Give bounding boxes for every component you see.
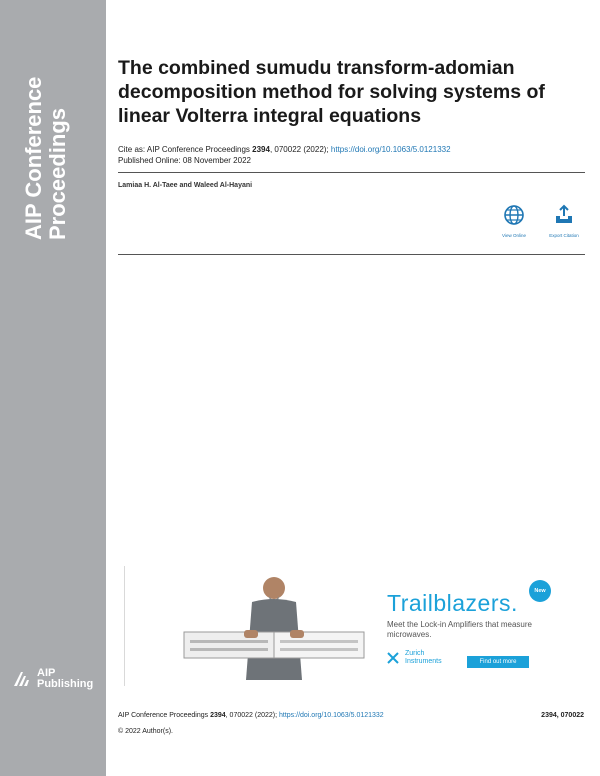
- ad-brand: [387, 650, 442, 666]
- ad-brand-line1: Zurich: [405, 650, 425, 657]
- view-online-label: View Online: [502, 233, 526, 238]
- divider: [118, 172, 585, 173]
- citation-prefix: Cite as: AIP Conference Proceedings: [118, 145, 253, 154]
- citation-suffix: , 070022 (2022);: [269, 145, 331, 154]
- logo-text-publishing: Publishing: [37, 678, 94, 690]
- page-number: 2394, 070022: [541, 712, 584, 719]
- published-date: Published Online: 08 November 2022: [118, 156, 251, 165]
- copyright: © 2022 Author(s).: [118, 728, 173, 735]
- person-with-instrument-image: [174, 570, 374, 680]
- footer-citation: [118, 712, 384, 719]
- ad-find-out-more-button[interactable]: Find out more: [467, 656, 529, 668]
- export-icon: [553, 204, 575, 226]
- footer-citation-prefix: AIP Conference Proceedings: [118, 712, 211, 719]
- footer-doi-link[interactable]: https://doi.org/10.1063/5.0121332: [279, 712, 384, 719]
- globe-icon: [503, 204, 525, 226]
- ad-brand-line2: Instruments: [405, 658, 442, 665]
- footer-citation-volume: 2394: [210, 712, 226, 719]
- citation-volume: 2394: [252, 145, 270, 154]
- aip-publishing-logo[interactable]: [12, 668, 93, 690]
- ad-border: [124, 566, 125, 686]
- sidebar: [0, 0, 106, 776]
- authors: Lamiaa H. Al-Taee and Waleed Al-Hayani: [118, 182, 253, 189]
- doi-link[interactable]: https://doi.org/10.1063/5.0121332: [330, 145, 451, 154]
- citation: [118, 144, 451, 155]
- footer-citation-suffix: , 070022 (2022);: [225, 712, 279, 719]
- ad-title: Trailblazers.: [387, 590, 518, 616]
- ad-subtitle: Meet the Lock-in Amplifiers that measure microwaves.: [387, 620, 532, 639]
- aip-logo-icon: [12, 670, 32, 688]
- logo-text-aip: AIP: [37, 667, 56, 679]
- ad-new-badge: New: [529, 580, 551, 602]
- journal-name-line2: Proceedings: [45, 107, 70, 240]
- zurich-logo-icon: [387, 652, 399, 664]
- export-citation-button[interactable]: [544, 204, 584, 238]
- advertisement[interactable]: [124, 566, 584, 686]
- divider: [118, 254, 585, 255]
- view-online-button[interactable]: [494, 204, 534, 238]
- journal-name: [22, 77, 70, 240]
- article-title: The combined sumudu transform-adomian decomposition method for solving systems of linear Volterra integral equations: [118, 57, 545, 127]
- journal-name-line1: AIP Conference: [21, 76, 46, 240]
- export-citation-label: Export Citation: [549, 233, 579, 238]
